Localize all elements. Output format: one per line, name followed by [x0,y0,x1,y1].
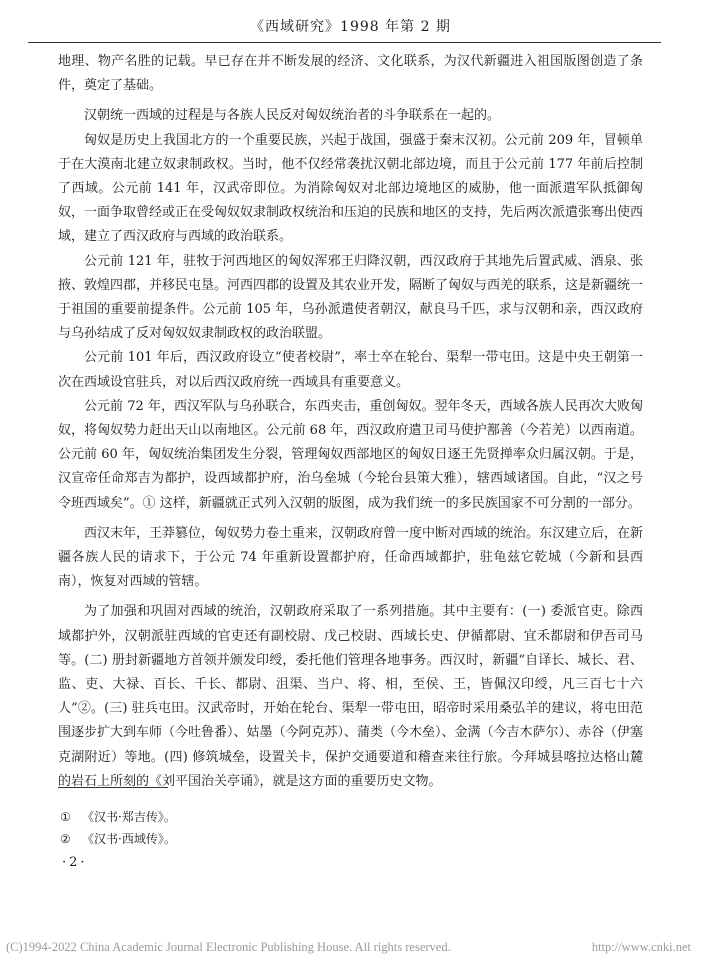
header-rule [28,42,661,43]
paragraph: 公元前 72 年，西汉军队与乌孙联合，东西夹击，重创匈奴。翌年冬天，西域各族人民再次大败匈奴，将匈奴势力赶出天山以南地区。公元前 68 年，西汉政府遣卫司马使护鄯善（今若羌）以西南道。公元前 60 年，匈奴统治集团发生分裂，管理匈奴西部地区的匈奴日逐王先贤掸率众归属汉朝。于是，汉宣帝任命郑吉为都护，设西域都护府，治乌垒城（今轮台县策大雅），辖西域诸国。自此，“汉之号令班西域矣”。① 这样，新疆就正式列入汉朝的版图，成为我们统一的多民族国家不可分割的一部分。 [58,398,643,511]
paragraph: 为了加强和巩固对西域的统治，汉朝政府采取了一系列措施。其中主要有：(一) 委派官吏。除西域都护外，汉朝派驻西域的官吏还有副校尉、戊己校尉、西域长史、伊循都尉、宜禾都尉和伊吾司马等。(二) 册封新疆地方首领并颁发印绶，委托他们管理各地事务。西汉时，新疆“自译长、城长、君、监、吏、大禄、百长、千长、都尉、沮渠、当户、将、相，至侯、王，皆佩汉印绶，凡三百七十六人”②。(三) 驻兵屯田。汉武帝时，开始在轮台、渠犁一带屯田，昭帝时采用桑弘羊的建议，将屯田范围逐步扩大到车师（今吐鲁番）、姑墨（今阿克苏）、蒲类（今木垒）、金满（今吉木萨尔）、赤谷（伊塞克湖附近）等地。(四) 修筑城垒，设置关卡，保护交通要道和稽查来往行旅。今拜城县喀拉达格山麓的岩石上所刻的《刘平国治关亭诵》，就是这方面的重要历史文物。 [58,604,644,789]
footnote-text: 《汉书·西域传》。 [82,832,176,846]
paragraph: 西汉末年，王莽篡位，匈奴势力卷土重来，汉朝政府曾一度中断对西域的统治。东汉建立后，在新疆各族人民的请求下，于公元 74 年重新设置都护府，任命西域都护，驻龟兹它乾城（今新和县西南），恢复对西域的管辖。 [58,525,644,590]
paragraph: 匈奴是历史上我国北方的一个重要民族，兴起于战国，强盛于秦末汉初。公元前 209 年，冒顿单于在大漠南北建立奴隶制政权。当时，他不仅经常袭扰汉朝北部边境，而且于公元前 177 年前后控制了西域。公元前 141 年，汉武帝即位。为消除匈奴对北部边境地区的威胁，他一面派遣军队抵御匈奴，一面争取曾经或正在受匈奴奴隶制政权统治和压迫的民族和地区的支持，先后两次派遣张骞出使西域，建立了西汉政府与西域的政治联系。 [58,132,644,245]
paragraph: 汉朝统一西域的过程是与各族人民反对匈奴统治者的斗争联系在一起的。 [84,108,501,124]
copyright-footer [6,940,691,955]
footnote-2 [60,828,176,850]
publisher-url: http://www.cnki.net [591,940,691,954]
page-number: ·2· [62,855,88,870]
footnotes [60,806,176,850]
footnote-marker: ① [60,810,71,824]
footnote-marker: ② [60,832,71,846]
paragraph: 地理、物产名胜的记载。早已存在并不断发展的经济、文化联系，为汉代新疆进入祖国版图创造了条件，奠定了基础。 [58,54,643,94]
footnote-text: 《汉书·郑吉传》。 [82,810,176,824]
article-body [58,50,643,794]
paragraph: 公元前 101 年后，西汉政府设立“使者校尉”，率士卒在轮台、渠犁一带屯田。这是中央王朝第一次在西域设官驻兵，对以后西汉政府统一西域具有重要意义。 [58,350,643,390]
footnote-1 [60,806,176,828]
copyright-notice: (C)1994-2022 China Academic Journal Electronic Publishing House. All rights reserved. [6,940,451,954]
running-header: 《西域研究》1998 年第 2 期 [250,19,451,35]
paragraph: 公元前 121 年，驻牧于河西地区的匈奴浑邪王归降汉朝，西汉政府于其地先后置武威、酒泉、张掖、敦煌四郡，并移民屯垦。河西四郡的设置及其农业开发，隔断了匈奴与西羌的联系，这是新疆统一于祖国的重要前提条件。公元前 105 年，乌孙派遣使者朝汉，献良马千匹，求与汉朝和亲，西汉政府与乌孙结成了反对匈奴奴隶制政权的政治联盟。 [58,253,644,342]
footnote-rule [58,787,168,788]
